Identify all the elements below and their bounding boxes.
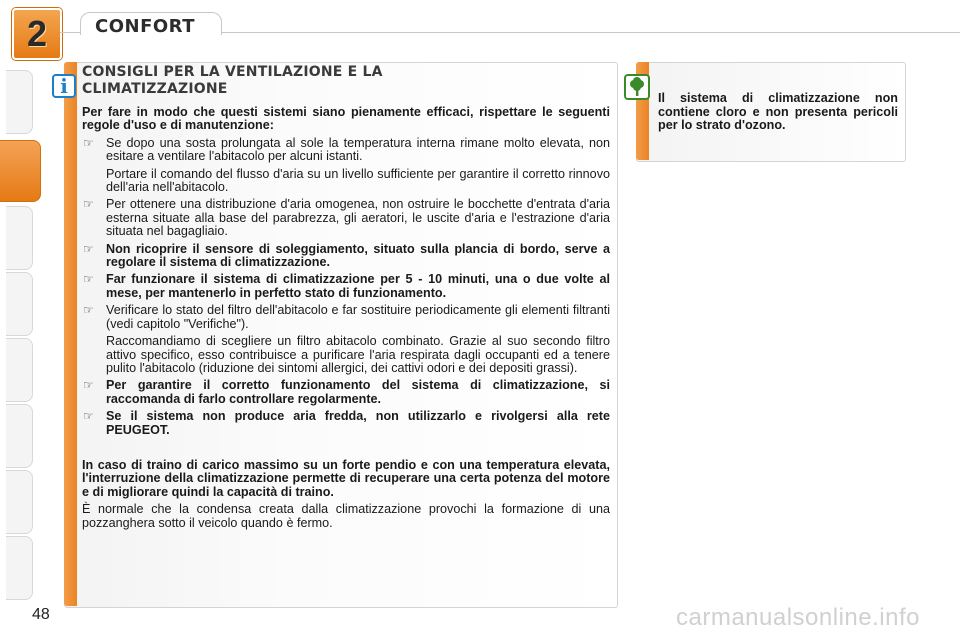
page-number: 48	[32, 606, 50, 623]
towing-note: In caso di traino di carico massimo su un forte pendio e con una temperatura elevata, l'interruzione della climatizzazione permette di recuperare una certa potenza del motore e di migliorare quindi la capacità di traino.	[82, 457, 610, 499]
eco-text: Il sistema di climatizzazione non contiene cloro e non presenta pericoli per lo strato d'ozono.	[658, 91, 898, 133]
hand-pointer-icon: ☞	[83, 272, 94, 287]
advice-paragraph: Per garantire il corretto funzionamento del sistema di climatizzazione, si raccomanda di farlo controllare regolarmente.	[106, 378, 610, 406]
side-tab-4[interactable]	[6, 272, 33, 336]
hand-pointer-icon: ☞	[83, 409, 94, 424]
info-icon: i	[52, 74, 76, 98]
side-tab-2-active[interactable]	[0, 140, 41, 202]
tree-eco-icon	[624, 74, 650, 100]
hand-pointer-icon: ☞	[83, 135, 94, 150]
advice-item	[82, 379, 610, 406]
side-tab-1[interactable]	[6, 70, 33, 134]
advice-paragraph: Far funzionare il sistema di climatizzazione per 5 - 10 minuti, una o due volte al mese, per mantenerlo in perfetto stato di funzionamento.	[106, 272, 610, 300]
panel-content	[82, 64, 610, 530]
advice-paragraph: Raccomandiamo di scegliere un filtro abitacolo combinato. Grazie al suo secondo filtro attivo specifico, esso contribuisce a purificare l'aria respirata dagli occupanti ed a tenere pulito l'abitacolo (riduzione dei sintomi allergici, dei cattivi odori e dei depositi grassi).	[106, 334, 610, 375]
hand-pointer-icon: ☞	[83, 241, 94, 256]
side-tab-7[interactable]	[6, 470, 33, 534]
hand-pointer-icon: ☞	[83, 303, 94, 318]
hand-pointer-icon: ☞	[83, 378, 94, 393]
advice-paragraph: Per ottenere una distribuzione d'aria omogenea, non ostruire le bocchette d'entrata d'aria esterna situate alla base del parabrezza, gli aeratori, le uscite d'aria e l'estrazione d'aria situata nel bagagliaio.	[106, 197, 610, 239]
side-tab-6[interactable]	[6, 404, 33, 468]
chapter-number-badge	[12, 8, 62, 60]
advice-paragraph: Se dopo una sosta prolungata al sole la temperatura interna rimane molto elevata, non esitare a ventilare l'abitacolo per alcuni istanti.	[106, 135, 610, 164]
advice-paragraph: Portare il comando del flusso d'aria su un livello sufficiente per garantire il corretto rinnovo dell'aria nell'abitacolo.	[106, 166, 610, 195]
side-tab-3[interactable]	[6, 206, 33, 270]
advice-item	[82, 137, 610, 195]
advice-list	[82, 137, 610, 437]
intro-text: Per fare in modo che questi sistemi siano pienamente efficaci, rispettare le seguenti regole d'uso e di manutenzione:	[82, 105, 610, 133]
advice-item	[82, 304, 610, 375]
section-title: CONSIGLI PER LA VENTILAZIONE E LA CLIMATIZZAZIONE	[82, 64, 383, 97]
advice-paragraph: Non ricoprire il sensore di soleggiamento, situato sulla plancia di bordo, serve a regolare il sistema di climatizzazione.	[106, 241, 610, 270]
advice-item	[82, 198, 610, 238]
side-tab-8[interactable]	[6, 536, 33, 600]
advice-item	[82, 273, 610, 300]
watermark: carmanualsonline.info	[676, 604, 920, 631]
side-tab-5[interactable]	[6, 338, 33, 402]
chapter-title: CONFORT	[95, 16, 196, 37]
panel-orange-strip	[64, 62, 77, 606]
advice-item	[82, 243, 610, 270]
advice-item	[82, 410, 610, 437]
hand-pointer-icon: ☞	[83, 197, 94, 212]
advice-paragraph: Se il sistema non produce aria fredda, non utilizzarlo e rivolgersi alla rete PEUGEOT.	[106, 409, 610, 437]
condensation-note: È normale che la condensa creata dalla climatizzazione provochi la formazione di una pozzanghera sotto il veicolo quando è fermo.	[82, 502, 610, 530]
chapter-number: 2	[26, 13, 48, 54]
advice-paragraph: Verificare lo stato del filtro dell'abitacolo e far sostituire periodicamente gli elementi filtranti (vedi capitolo "Verifiche").	[106, 303, 610, 331]
